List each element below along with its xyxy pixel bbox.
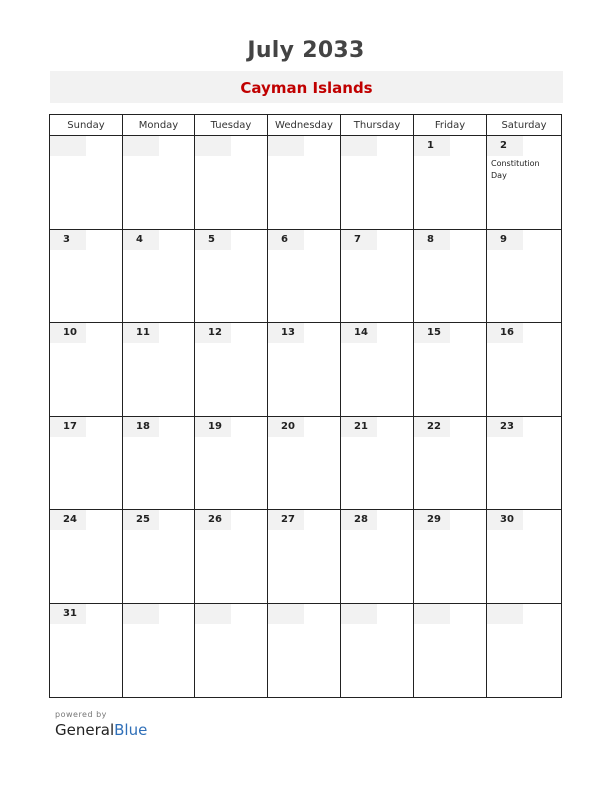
day-number: 6 xyxy=(268,230,304,250)
day-cell-19 xyxy=(195,417,268,509)
week-row xyxy=(50,230,561,323)
day-cell-25 xyxy=(123,510,195,603)
day-number xyxy=(341,136,377,156)
day-cell-31 xyxy=(50,604,123,697)
powered-by-text: powered by xyxy=(55,710,107,719)
day-number: 20 xyxy=(268,417,304,437)
day-cell-22 xyxy=(414,417,487,509)
weekday-tuesday: Tuesday xyxy=(195,115,268,135)
day-number: 13 xyxy=(268,323,304,343)
day-cell-empty xyxy=(487,604,561,697)
day-cell-7 xyxy=(341,230,414,322)
day-cell-empty xyxy=(341,136,414,229)
day-number xyxy=(487,604,523,624)
day-number: 31 xyxy=(50,604,86,624)
day-cell-29 xyxy=(414,510,487,603)
week-row xyxy=(50,323,561,417)
day-cell-empty xyxy=(123,604,195,697)
brand-name-blue: Blue xyxy=(114,721,148,739)
day-number xyxy=(195,136,231,156)
day-number: 18 xyxy=(123,417,159,437)
weekday-header-row xyxy=(50,115,561,136)
day-number: 12 xyxy=(195,323,231,343)
day-number: 16 xyxy=(487,323,523,343)
day-number: 28 xyxy=(341,510,377,530)
weekday-thursday: Thursday xyxy=(341,115,414,135)
day-number: 19 xyxy=(195,417,231,437)
day-number: 26 xyxy=(195,510,231,530)
day-cell-15 xyxy=(414,323,487,416)
day-cell-18 xyxy=(123,417,195,509)
day-cell-empty xyxy=(268,136,341,229)
day-number: 14 xyxy=(341,323,377,343)
day-cell-12 xyxy=(195,323,268,416)
day-cell-5 xyxy=(195,230,268,322)
brand-name-general: General xyxy=(55,721,115,739)
day-number xyxy=(123,604,159,624)
day-number: 3 xyxy=(50,230,86,250)
day-cell-16 xyxy=(487,323,561,416)
day-cell-2 xyxy=(487,136,561,229)
day-cell-empty xyxy=(195,136,268,229)
day-cell-14 xyxy=(341,323,414,416)
day-number: 17 xyxy=(50,417,86,437)
day-cell-28 xyxy=(341,510,414,603)
week-row xyxy=(50,510,561,604)
day-number: 27 xyxy=(268,510,304,530)
day-number: 21 xyxy=(341,417,377,437)
weekday-sunday: Sunday xyxy=(50,115,123,135)
day-cell-empty xyxy=(50,136,123,229)
day-cell-27 xyxy=(268,510,341,603)
month-grid xyxy=(49,114,562,698)
day-number: 8 xyxy=(414,230,450,250)
brand-logo xyxy=(55,721,147,739)
day-cell-empty xyxy=(195,604,268,697)
day-number xyxy=(341,604,377,624)
week-row xyxy=(50,604,561,697)
day-cell-26 xyxy=(195,510,268,603)
day-cell-empty xyxy=(341,604,414,697)
day-cell-13 xyxy=(268,323,341,416)
day-number xyxy=(414,604,450,624)
brand-footer xyxy=(55,710,147,739)
day-cell-8 xyxy=(414,230,487,322)
weekday-monday: Monday xyxy=(123,115,195,135)
day-cell-9 xyxy=(487,230,561,322)
day-cell-30 xyxy=(487,510,561,603)
day-cell-empty xyxy=(123,136,195,229)
day-number: 5 xyxy=(195,230,231,250)
day-cell-empty xyxy=(268,604,341,697)
day-number: 25 xyxy=(123,510,159,530)
day-number xyxy=(123,136,159,156)
day-number: 29 xyxy=(414,510,450,530)
day-number: 7 xyxy=(341,230,377,250)
day-number: 23 xyxy=(487,417,523,437)
day-number xyxy=(50,136,86,156)
day-number: 9 xyxy=(487,230,523,250)
day-cell-17 xyxy=(50,417,123,509)
day-cell-11 xyxy=(123,323,195,416)
week-row xyxy=(50,417,561,510)
day-cell-21 xyxy=(341,417,414,509)
day-cell-3 xyxy=(50,230,123,322)
day-number: 24 xyxy=(50,510,86,530)
day-cell-23 xyxy=(487,417,561,509)
day-cell-10 xyxy=(50,323,123,416)
day-cell-empty xyxy=(414,604,487,697)
day-number: 4 xyxy=(123,230,159,250)
day-number: 15 xyxy=(414,323,450,343)
day-number: 10 xyxy=(50,323,86,343)
day-cell-4 xyxy=(123,230,195,322)
day-number: 1 xyxy=(414,136,450,156)
day-number xyxy=(268,604,304,624)
day-cell-20 xyxy=(268,417,341,509)
holiday-label: Constitution Day xyxy=(491,159,540,180)
weekday-wednesday: Wednesday xyxy=(268,115,341,135)
week-row xyxy=(50,136,561,230)
day-number: 30 xyxy=(487,510,523,530)
day-cell-24 xyxy=(50,510,123,603)
day-number: 11 xyxy=(123,323,159,343)
weekday-saturday: Saturday xyxy=(501,120,547,131)
region-name: Cayman Islands xyxy=(50,71,563,103)
weekday-friday: Friday xyxy=(414,115,487,135)
day-number xyxy=(195,604,231,624)
day-number: 22 xyxy=(414,417,450,437)
day-number: 2 xyxy=(487,136,523,156)
calendar-title: July 2033 xyxy=(247,38,365,63)
day-number xyxy=(268,136,304,156)
day-cell-6 xyxy=(268,230,341,322)
day-cell-1 xyxy=(414,136,487,229)
